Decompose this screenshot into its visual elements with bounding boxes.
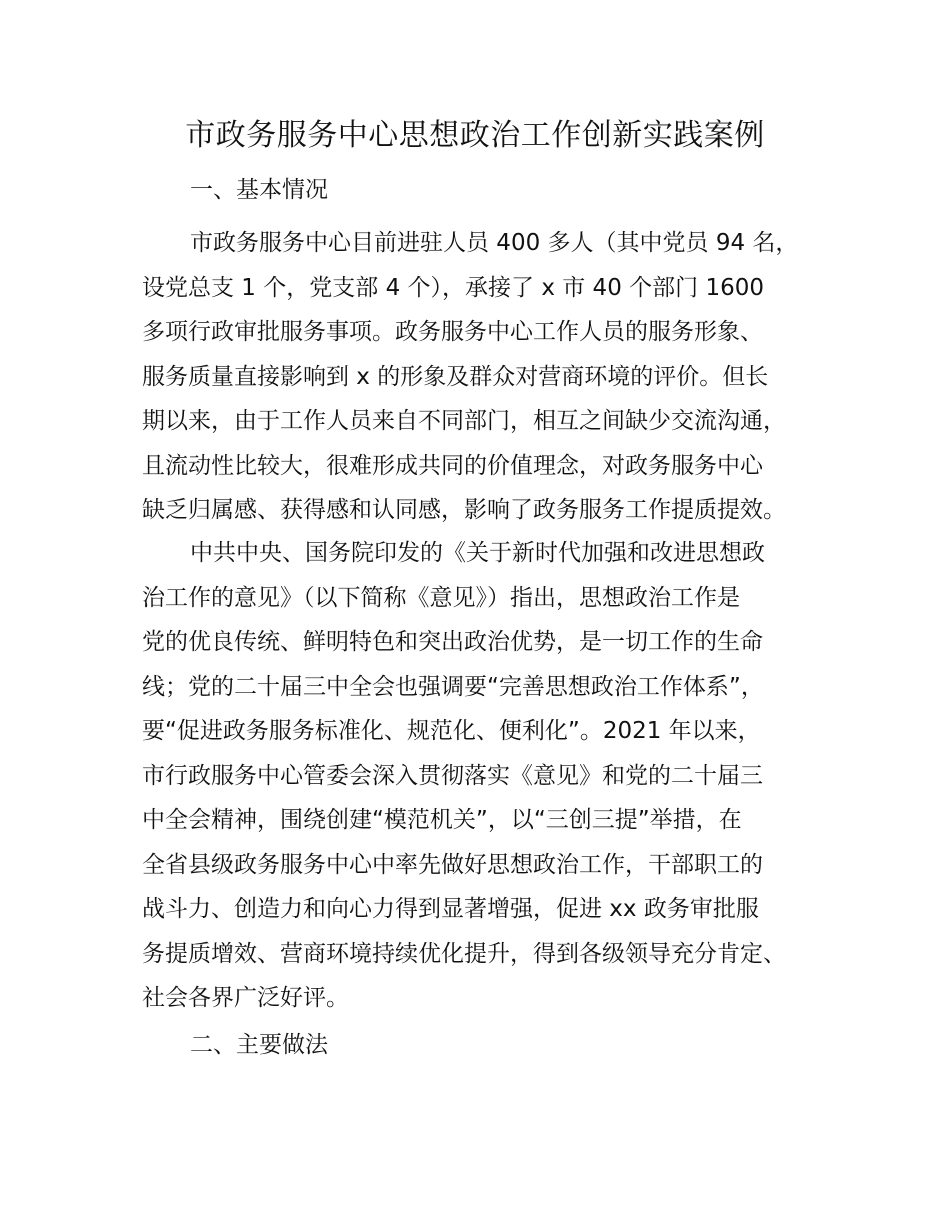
- paragraph-line: 缺乏归属感、获得感和认同感，影响了政务服务工作提质提效。: [142, 497, 786, 523]
- paragraph-line: 中共中央、国务院印发的《关于新时代加强和改进思想政: [190, 540, 765, 566]
- paragraph-line: 期以来，由于工作人员来自不同部门，相互之间缺少交流沟通，: [142, 408, 786, 434]
- paragraph-line: 要“促进政务服务标准化、规范化、便利化”。2021 年以来，: [142, 718, 761, 744]
- document-title: 市政务服务中心思想政治工作创新实践案例: [185, 118, 765, 153]
- paragraph-1: [142, 221, 842, 533]
- paragraph-line: 市行政服务中心管委会深入贯彻落实《意见》和党的二十届三: [142, 762, 763, 789]
- paragraph-line: 治工作的意见》（以下简称《意见》）指出，思想政治工作是: [142, 584, 740, 611]
- paragraph-line: 全省县级政务服务中心中率先做好思想政治工作，干部职工的: [142, 851, 763, 878]
- paragraph-line: 中全会精神，围绕创建“模范机关”，以“三创三提”举措，在: [142, 807, 742, 833]
- paragraph-line: 市政务服务中心目前进驻人员 400 多人（其中党员 94 名，: [190, 230, 799, 256]
- paragraph-line: 线；党的二十届三中全会也强调要“完善思想政治工作体系”，: [142, 673, 764, 700]
- paragraph-line: 多项行政审批服务事项。政务服务中心工作人员的服务形象、: [142, 319, 763, 345]
- paragraph-line: 战斗力、创造力和向心力得到显著增强，促进 xx 政务审批服: [142, 896, 759, 922]
- paragraph-line: 务提质增效、营商环境持续优化提升，得到各级领导充分肯定、: [142, 940, 786, 967]
- section-heading-main-practices: 二、主要做法: [190, 1032, 328, 1058]
- paragraph-line: 服务质量直接影响到 x 的形象及群众对营商环境的评价。但长: [142, 363, 769, 390]
- paragraph-2: [142, 531, 842, 1021]
- paragraph-line: 党的优良传统、鲜明特色和突出政治优势，是一切工作的生命: [142, 629, 763, 655]
- section-heading-basic-situation: 一、基本情况: [190, 177, 328, 203]
- paragraph-line: 设党总支 1 个，党支部 4 个），承接了 x 市 40 个部门 1600: [142, 274, 764, 301]
- paragraph-line: 且流动性比较大，很难形成共同的价值理念，对政务服务中心: [142, 452, 763, 479]
- paragraph-line: 社会各界广泛好评。: [142, 985, 349, 1011]
